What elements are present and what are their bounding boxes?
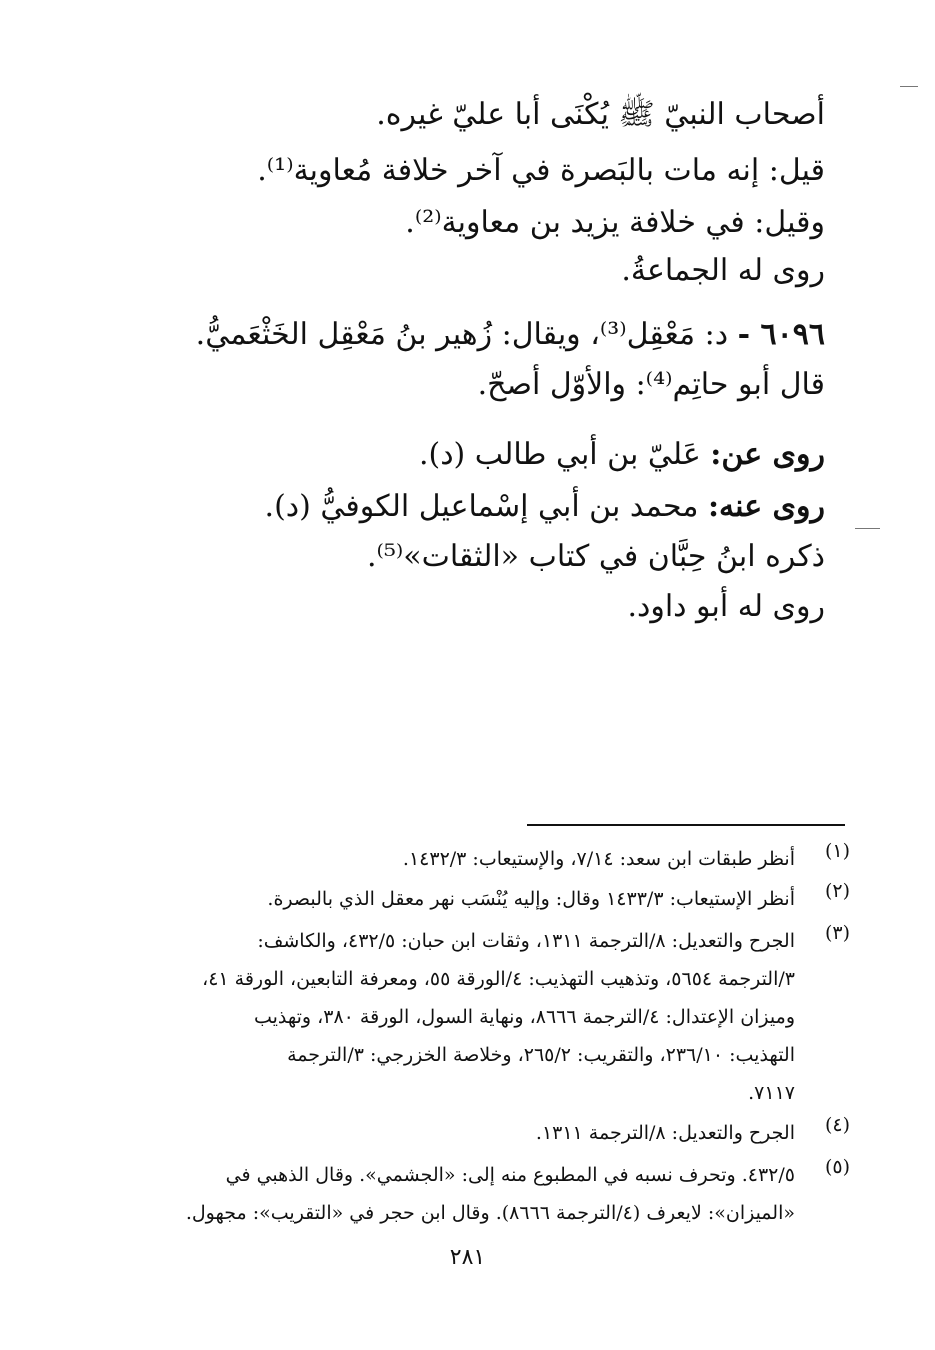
footnote-separator [527, 824, 845, 826]
entry-heading: ٦٠٩٦ - د: مَعْقِل⁽³⁾، ويقال: زُهير بنُ مَعْقِل الخَثْعَميُّ. [195, 317, 825, 352]
text-line: ذكره ابنُ حِبَّان في كتاب «الثقات»⁽⁵⁾. [366, 539, 825, 574]
text-line: روى له الجماعةُ. [621, 253, 825, 288]
text-line: روى عنه: محمد بن أبي إسْماعيل الكوفيُّ (د). [264, 489, 825, 524]
text-line: قال أبو حاتِم⁽⁴⁾: والأوّل أصحّ. [477, 367, 825, 402]
footnote-number: (٢) [824, 880, 850, 902]
text-line: أصحاب النبيّ ﷺ يُكْنَى أبا عليّ غيره. [376, 97, 825, 132]
narrated-by-label: روى عنه: [707, 489, 825, 524]
narrated-from-label: روى عن: [710, 437, 825, 472]
margin-mark [900, 86, 918, 87]
text-line: وقيل: في خلافة يزيد بن معاوية⁽²⁾. [405, 205, 825, 240]
text-line: قيل: إنه مات بالبَصرة في آخر خلافة مُعاوية⁽¹⁾. [257, 153, 825, 188]
text-line: روى له أبو داود. [627, 589, 825, 624]
footnote-number: (٤) [824, 1114, 850, 1136]
footnote-number: (١) [824, 840, 850, 862]
footnote-number: (٥) [824, 1156, 850, 1178]
text-line: روى عن: عَليّ بن أبي طالب (د). [418, 437, 825, 472]
page-number: ٢٨١ [449, 1245, 486, 1270]
margin-mark [855, 528, 880, 529]
entry-number: ٦٠٩٦ - [737, 317, 825, 352]
book-page: أصحاب النبيّ ﷺ يُكْنَى أبا عليّ غيره. قيل: إنه مات بالبَصرة في آخر خلافة مُعاوية⁽¹⁾. وقيل: في خلافة يزيد بن معاوية⁽²⁾. روى له الجماعةُ. ٦٠٩٦ - د: مَعْقِل⁽³⁾، ويقال: زُهير بنُ مَعْقِل الخَثْعَميُّ. قال أبو حاتِم⁽⁴⁾: والأوّل أصحّ. روى عن: عَليّ بن أبي طالب (د). روى عنه: محمد بن أبي إسْماعيل الكوفيُّ (د). ذكره ابنُ حِبَّان في كتاب «الثقات»⁽⁵⁾. روى له أبو داود. (١) أنظر طبقات ابن سعد: ٧/١٤، والإستيعاب: ١٤٣٢/٣. (٢) أنظر الإستيعاب: ١٤٣٣/٣ وقال: وإليه يُنْسَب نهر معقل الذي بالبصرة. (٣) الجرح والتعديل: ٨/الترجمة ١٣١١، وثقات ابن حبان: ٤٣٢/٥، والكاشف: ٣/الترجمة ٥٦٥٤، وتذهيب التهذيب: ٤/الورقة ٥٥، ومعرفة التابعين، الورقة ٤١، وميزان الإعتدال: ٤/الترجمة ٨٦٦٦، ونهاية السول، الورقة ٣٨٠، وتهذيب التهذيب: ٢٣٦/١٠، والتقريب: ٢٦٥/٢، وخلاصة الخزرجي: ٣/الترجمة ٧١١٧. (٤) الجرح والتعديل: ٨/الترجمة ١٣١١. (٥) ٤٣٢/٥. وتحرف نسبه في المطبوع منه إلى: «الجشمي». وقال الذهبي في «الميزان»: لايعرف (٤/الترجمة ٨٦٦٦). وقال ابن حجر في «التقريب»: مجهول. ٢٨١ [0, 0, 935, 1350]
footnote-number: (٣) [824, 922, 850, 944]
